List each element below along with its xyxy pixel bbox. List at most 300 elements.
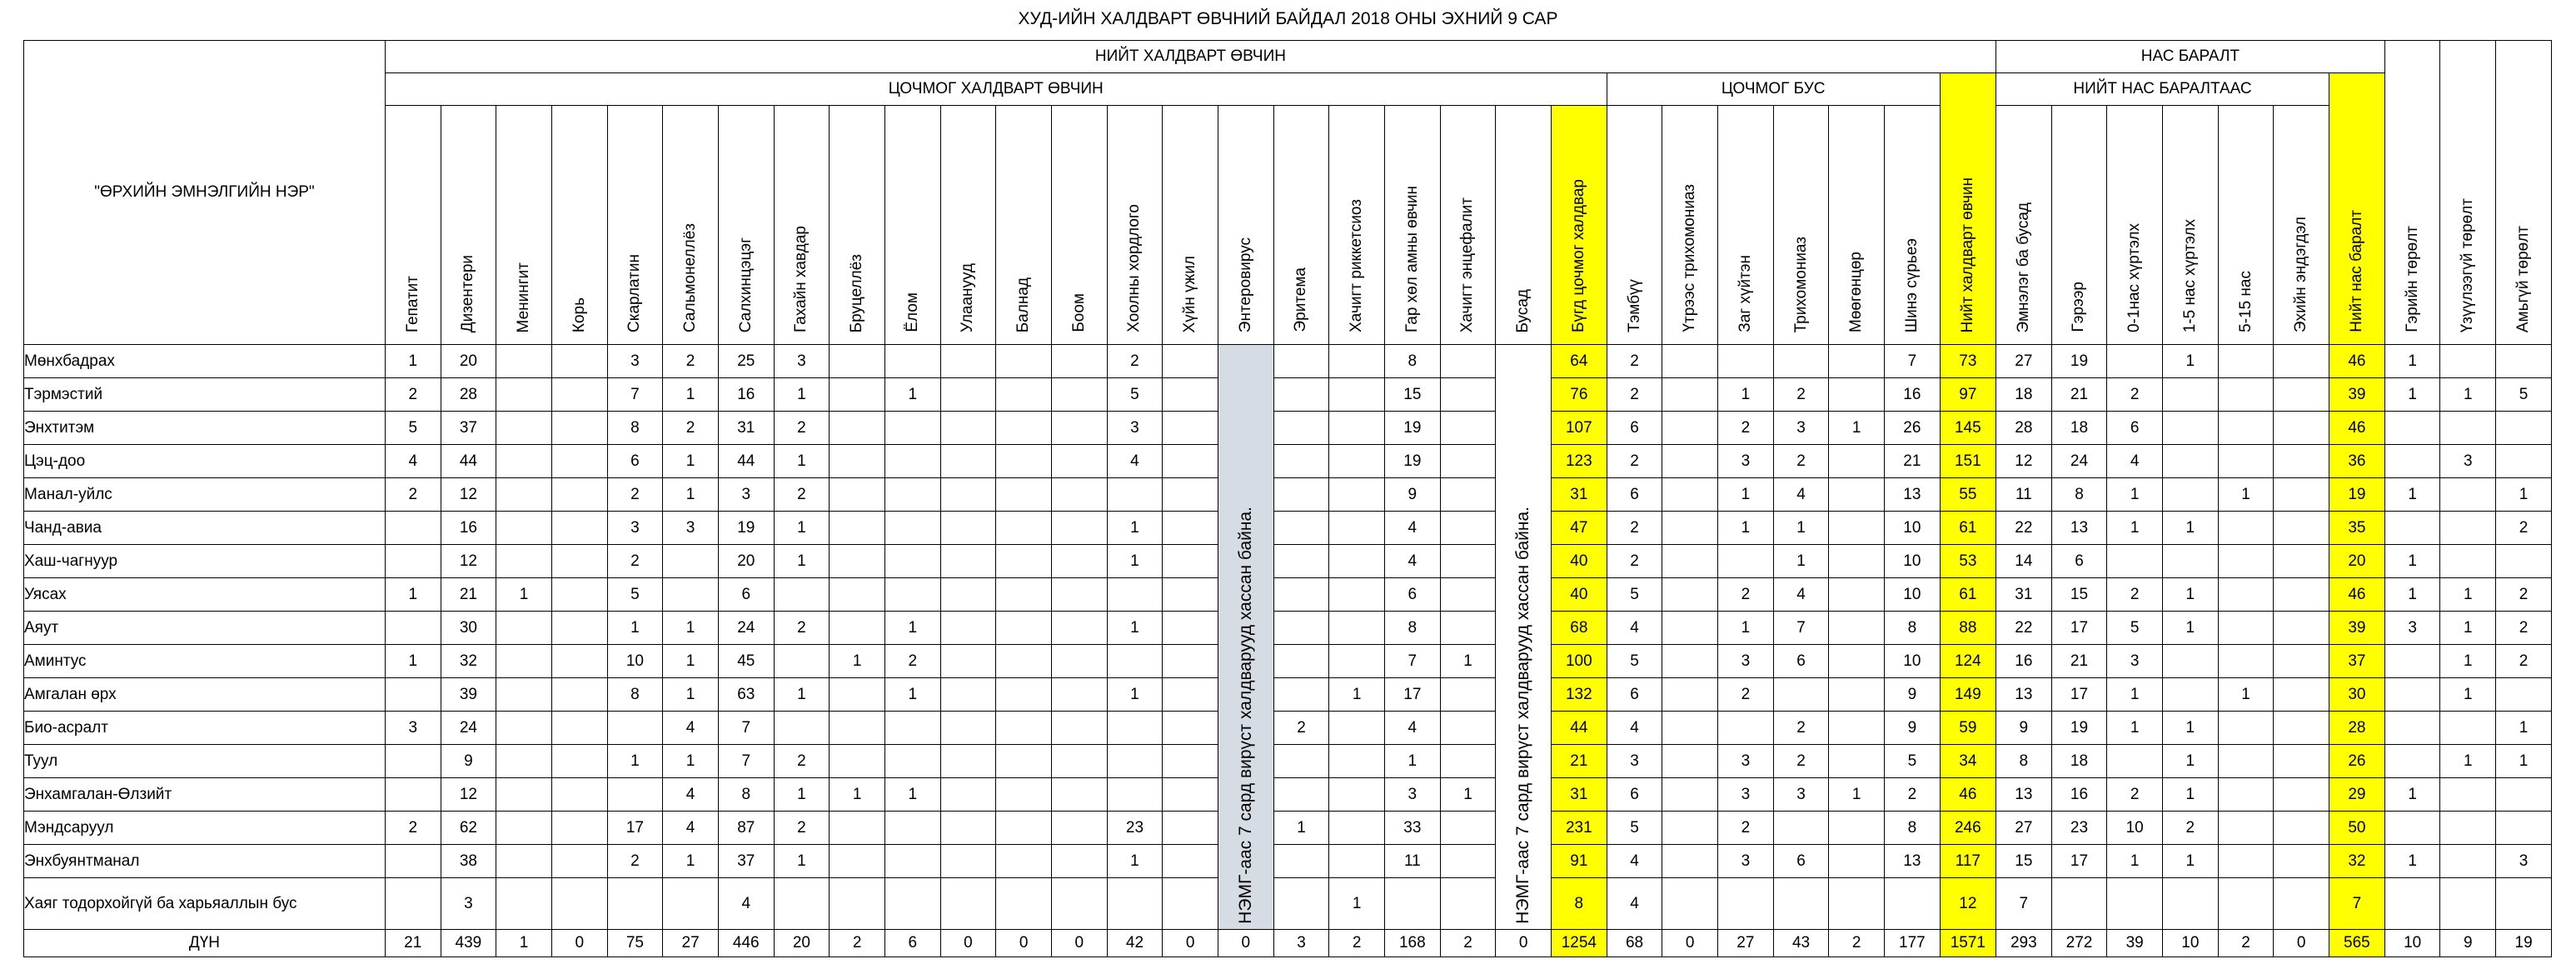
table-cell (1662, 812, 1718, 845)
table-cell: 1 (774, 512, 830, 545)
table-cell: 18 (2051, 412, 2107, 445)
table-cell (1163, 545, 1218, 578)
row-name: Энхамгалан-Өлзийт (24, 778, 386, 812)
column-header (1163, 106, 1218, 345)
table-cell: 23 (1107, 812, 1163, 845)
table-row (24, 512, 2552, 545)
table-cell: 2 (1773, 712, 1829, 745)
table-cell (1163, 778, 1218, 812)
table-cell: 25 (718, 345, 774, 378)
table-cell: 4 (2107, 445, 2163, 478)
table-cell: 2 (1607, 345, 1662, 378)
table-cell: 2 (1607, 512, 1662, 545)
table-cell (1107, 745, 1163, 778)
table-cell (1163, 378, 1218, 412)
table-cell (496, 545, 552, 578)
column-header (718, 106, 774, 345)
row-name: Аяут (24, 612, 386, 645)
row-name: Мөнхбадрах (24, 345, 386, 378)
table-cell (1718, 878, 1774, 930)
table-cell (1662, 878, 1718, 930)
table-cell: 31 (1996, 578, 2051, 612)
table-cell: 24 (441, 712, 496, 745)
table-cell: 26 (1885, 412, 1941, 445)
table-cell: 15 (2051, 578, 2107, 612)
column-header-label: Салхинцэцэг (736, 237, 755, 332)
table-cell (496, 378, 552, 412)
table-cell (1829, 378, 1885, 412)
table-cell: 1 (496, 930, 552, 957)
table-cell (1107, 645, 1163, 678)
table-cell: 0 (1218, 930, 1273, 957)
table-cell: 0 (1051, 930, 1107, 957)
table-cell (1163, 845, 1218, 878)
table-cell (2496, 878, 2552, 930)
table-cell (2107, 345, 2163, 378)
table-cell: 0 (1662, 930, 1718, 957)
table-cell: 1 (774, 545, 830, 578)
page-title: ХУД-ИЙН ХАЛДВАРТ ӨВЧНИЙ БАЙДАЛ 2018 ОНЫ ЭХНИЙ 9 САР (1018, 9, 1558, 28)
table-cell: 6 (1607, 678, 1662, 712)
table-cell (496, 345, 552, 378)
column-header (1718, 106, 1774, 345)
table-cell: 8 (1384, 612, 1440, 645)
column-header (385, 106, 441, 345)
table-cell: 1 (774, 778, 830, 812)
table-cell (774, 878, 830, 930)
column-header-label: Шинэ сүрьеэ (1902, 237, 1921, 332)
table-cell: 1 (385, 645, 441, 678)
table-cell: 2 (1607, 378, 1662, 412)
table-cell (1829, 878, 1885, 930)
table-cell (496, 678, 552, 712)
table-cell (2218, 745, 2274, 778)
table-cell (996, 778, 1052, 812)
table-cell: 1 (884, 678, 940, 712)
table-cell: 35 (2329, 512, 2385, 545)
table-cell: 1 (1829, 412, 1885, 445)
table-cell (2218, 345, 2274, 378)
table-cell: 2 (774, 478, 830, 512)
table-row (24, 412, 2552, 445)
table-cell (830, 745, 885, 778)
table-cell (2496, 812, 2552, 845)
table-cell (2218, 445, 2274, 478)
table-cell (2440, 778, 2496, 812)
table-cell: 30 (441, 612, 496, 645)
table-cell (2163, 445, 2219, 478)
column-header (940, 106, 996, 345)
table-cell (884, 412, 940, 445)
table-cell (496, 445, 552, 478)
table-cell (1718, 545, 1774, 578)
table-cell: 75 (607, 930, 663, 957)
table-cell (830, 812, 885, 845)
table-cell: 1 (2440, 378, 2496, 412)
table-cell: 42 (1107, 930, 1163, 957)
column-header (1107, 106, 1163, 345)
table-cell (1107, 578, 1163, 612)
table-cell: 3 (774, 345, 830, 378)
table-cell (2384, 878, 2440, 930)
table-cell: 36 (2329, 445, 2385, 478)
table-cell: 17 (1384, 678, 1440, 712)
table-cell (1273, 412, 1329, 445)
table-cell: 29 (2329, 778, 2385, 812)
table-cell: 7 (1885, 345, 1941, 378)
table-cell: 2 (1718, 678, 1774, 712)
table-row (24, 645, 2552, 678)
column-header (2440, 41, 2496, 345)
column-header (1662, 106, 1718, 345)
table-cell: 4 (663, 812, 719, 845)
table-cell: 16 (718, 378, 774, 412)
table-cell: 1 (774, 845, 830, 878)
table-cell: 46 (2329, 412, 2385, 445)
table-cell: 8 (1885, 612, 1941, 645)
table-cell: 2 (2107, 378, 2163, 412)
table-cell (1051, 412, 1107, 445)
table-cell (1273, 545, 1329, 578)
column-header-label: Сальмонеллёз (681, 223, 700, 332)
table-cell (2496, 345, 2552, 378)
table-cell: 8 (1552, 878, 1607, 930)
table-cell (2440, 812, 2496, 845)
table-cell (1051, 778, 1107, 812)
table-cell: 2 (1829, 930, 1885, 957)
table-cell: 27 (1996, 345, 2051, 378)
table-cell (996, 612, 1052, 645)
table-cell: 1 (663, 678, 719, 712)
table-cell: 0 (551, 930, 607, 957)
column-header (496, 106, 552, 345)
table-cell (1440, 478, 1496, 512)
table-cell (1051, 545, 1107, 578)
table-row (24, 845, 2552, 878)
table-cell: 0 (996, 930, 1052, 957)
table-cell (1662, 678, 1718, 712)
table-cell (1440, 745, 1496, 778)
table-cell (551, 478, 607, 512)
table-cell (940, 412, 996, 445)
table-cell (774, 645, 830, 678)
table-cell: 31 (1552, 778, 1607, 812)
table-cell: 19 (2051, 345, 2107, 378)
table-cell: 4 (1384, 545, 1440, 578)
table-cell (2440, 878, 2496, 930)
table-cell: 1 (1718, 512, 1774, 545)
table-cell (1163, 578, 1218, 612)
table-cell: 1 (2107, 512, 2163, 545)
table-cell (830, 845, 885, 878)
table-cell: 9 (1384, 478, 1440, 512)
table-cell (1440, 678, 1496, 712)
table-cell: 1 (774, 378, 830, 412)
column-header-label: Энтеровирус (1236, 237, 1254, 332)
table-cell (1107, 712, 1163, 745)
table-cell: 39 (441, 678, 496, 712)
table-cell (1662, 378, 1718, 412)
table-cell (2384, 412, 2440, 445)
table-cell (884, 812, 940, 845)
table-cell (1163, 478, 1218, 512)
table-cell: 1 (2163, 578, 2219, 612)
table-cell: 2 (774, 745, 830, 778)
column-header-label: Балнад (1014, 277, 1033, 332)
table-cell (1051, 478, 1107, 512)
column-header-label: Гепатит (403, 275, 421, 332)
table-cell (1051, 378, 1107, 412)
column-header-label: Хоолны хордлого (1125, 204, 1144, 332)
column-header (1218, 106, 1273, 345)
table-cell (2274, 412, 2329, 445)
table-cell: 61 (1940, 512, 1996, 545)
table-cell (385, 545, 441, 578)
table-cell (1107, 778, 1163, 812)
table-cell: 1 (663, 745, 719, 778)
table-cell: 2 (1885, 778, 1941, 812)
group-header-acute: ЦОЧМОГ ХАЛДВАРТ ӨВЧИН (385, 73, 1607, 106)
table-cell (2163, 412, 2219, 445)
table-cell: 177 (1885, 930, 1941, 957)
table-cell (1662, 712, 1718, 745)
table-cell: 565 (2329, 930, 2385, 957)
table-cell: 2 (1607, 445, 1662, 478)
table-cell: 3 (1718, 645, 1774, 678)
table-cell (1273, 512, 1329, 545)
table-cell: 1254 (1552, 930, 1607, 957)
column-header (1273, 106, 1329, 345)
table-cell: 2 (884, 645, 940, 678)
table-cell: 30 (2329, 678, 2385, 712)
table-cell (940, 778, 996, 812)
table-cell: 1 (2384, 578, 2440, 612)
table-cell: 32 (441, 645, 496, 678)
table-cell: 1 (1773, 512, 1829, 545)
table-cell (1829, 678, 1885, 712)
table-cell (774, 578, 830, 612)
table-cell (551, 745, 607, 778)
table-cell: 38 (441, 845, 496, 878)
table-cell (2440, 712, 2496, 745)
table-cell: 1 (1718, 378, 1774, 412)
table-cell: 3 (718, 478, 774, 512)
table-cell: 1 (2107, 845, 2163, 878)
table-cell (884, 445, 940, 478)
table-cell: 64 (1552, 345, 1607, 378)
note-enterovirus-text: НЭМГ-аас 7 сард вирүст халдварууд хассан байна. (1235, 507, 1255, 924)
table-cell: 17 (2051, 612, 2107, 645)
table-cell: 5 (2107, 612, 2163, 645)
table-cell (1163, 878, 1218, 930)
table-cell (663, 878, 719, 930)
table-cell (996, 845, 1052, 878)
column-header-label: Үтрээс трихомониаз (1681, 184, 1699, 332)
table-cell (496, 645, 552, 678)
column-header (1051, 106, 1107, 345)
column-header (1996, 106, 2051, 345)
row-name: Уясах (24, 578, 386, 612)
table-cell: 1 (663, 445, 719, 478)
table-cell (2384, 812, 2440, 845)
table-cell: 59 (1940, 712, 1996, 745)
column-header-label: Нийт халдварт өвчин (1958, 177, 1976, 332)
column-header (2163, 106, 2219, 345)
table-cell (2274, 778, 2329, 812)
table-cell: 13 (2051, 512, 2107, 545)
table-cell (1329, 845, 1385, 878)
table-cell (940, 512, 996, 545)
column-header-label: Заг хүйтэн (1736, 255, 1754, 332)
table-cell (940, 612, 996, 645)
table-cell: 1 (663, 645, 719, 678)
table-cell: 88 (1940, 612, 1996, 645)
table-cell (551, 645, 607, 678)
table-cell: 23 (2051, 812, 2107, 845)
row-name: Туул (24, 745, 386, 778)
table-cell: 2 (1718, 812, 1774, 845)
table-cell: 5 (2496, 378, 2552, 412)
table-cell: 124 (1940, 645, 1996, 678)
table-cell: 3 (1273, 930, 1329, 957)
table-cell (496, 478, 552, 512)
note-other (1496, 345, 1552, 930)
table-cell (496, 845, 552, 878)
table-cell: 13 (1996, 778, 2051, 812)
table-cell (884, 878, 940, 930)
column-header (830, 106, 885, 345)
table-cell (1829, 545, 1885, 578)
table-cell: 1 (1273, 812, 1329, 845)
table-cell: 3 (607, 512, 663, 545)
table-row (24, 445, 2552, 478)
table-cell (496, 712, 552, 745)
table-cell (2440, 345, 2496, 378)
table-cell: 5 (1885, 745, 1941, 778)
table-cell: 5 (1607, 645, 1662, 678)
table-cell (830, 345, 885, 378)
table-cell (1384, 878, 1440, 930)
table-cell (1051, 812, 1107, 845)
column-header (2274, 106, 2329, 345)
table-cell (2496, 545, 2552, 578)
table-cell (1662, 345, 1718, 378)
table-cell (940, 445, 996, 478)
table-cell (2218, 378, 2274, 412)
table-cell (1163, 512, 1218, 545)
table-cell (996, 412, 1052, 445)
table-cell (2218, 845, 2274, 878)
table-cell: 3 (1607, 745, 1662, 778)
table-cell: 10 (1885, 512, 1941, 545)
table-cell: 20 (718, 545, 774, 578)
table-cell: 22 (1996, 612, 2051, 645)
row-name: Хаш-чагнуур (24, 545, 386, 578)
column-header-label: Гэрээр (2070, 282, 2088, 332)
table-cell: 40 (1552, 578, 1607, 612)
table-cell (996, 478, 1052, 512)
table-cell (1273, 845, 1329, 878)
table-cell: 1 (663, 845, 719, 878)
table-cell: 19 (2496, 930, 2552, 957)
table-cell: 2 (1773, 745, 1829, 778)
table-cell: 13 (1996, 678, 2051, 712)
table-cell: 21 (385, 930, 441, 957)
table-cell (2163, 478, 2219, 512)
table-cell (2440, 512, 2496, 545)
table-cell: 107 (1552, 412, 1607, 445)
table-cell (774, 712, 830, 745)
table-cell (1051, 578, 1107, 612)
table-cell (2274, 645, 2329, 678)
table-cell: 3 (1107, 412, 1163, 445)
table-cell: 14 (1996, 545, 2051, 578)
table-cell: 1 (2440, 745, 2496, 778)
table-cell (551, 778, 607, 812)
table-cell: 1 (1107, 678, 1163, 712)
column-header-label: Мөөгөнцөр (1847, 252, 1866, 332)
table-cell (996, 578, 1052, 612)
table-cell (884, 745, 940, 778)
table-cell (551, 878, 607, 930)
column-header-label: Трихомониаз (1791, 236, 1810, 332)
table-cell: 20 (774, 930, 830, 957)
table-cell (1107, 478, 1163, 512)
table-cell (1273, 612, 1329, 645)
table-cell: 39 (2329, 378, 2385, 412)
table-cell: 68 (1607, 930, 1662, 957)
table-cell (2274, 578, 2329, 612)
table-cell: 2 (2496, 645, 2552, 678)
table-cell: 17 (2051, 845, 2107, 878)
table-cell: 9 (2440, 930, 2496, 957)
table-cell: 3 (2384, 612, 2440, 645)
table-cell: 439 (441, 930, 496, 957)
table-row (24, 378, 2552, 412)
column-header (1885, 106, 1941, 345)
table-cell: 7 (1384, 645, 1440, 678)
table-cell (385, 845, 441, 878)
table-cell: 8 (2051, 478, 2107, 512)
table-cell: 231 (1552, 812, 1607, 845)
table-cell (2274, 378, 2329, 412)
column-header-label: Эхийн эндэгдэл (2292, 216, 2310, 332)
table-cell (996, 345, 1052, 378)
table-cell: 73 (1940, 345, 1996, 378)
table-cell: 3 (385, 712, 441, 745)
column-header-label: Скарлатин (625, 254, 644, 332)
table-cell: 6 (884, 930, 940, 957)
table-cell (2218, 712, 2274, 745)
table-cell (2218, 778, 2274, 812)
row-name: Цэц-доо (24, 445, 386, 478)
column-header (607, 106, 663, 345)
table-cell (385, 778, 441, 812)
table-cell (940, 678, 996, 712)
table-cell (2274, 445, 2329, 478)
column-header-label: Гар хөл амны өвчин (1403, 186, 1421, 332)
table-cell: 6 (1607, 478, 1662, 512)
table-cell (940, 812, 996, 845)
table-cell: 246 (1940, 812, 1996, 845)
table-cell: 40 (1552, 545, 1607, 578)
table-cell (2384, 678, 2440, 712)
table-row (24, 745, 2552, 778)
table-cell (385, 512, 441, 545)
table-cell (1829, 745, 1885, 778)
table-cell: 28 (1996, 412, 2051, 445)
table-cell: 2 (1773, 445, 1829, 478)
